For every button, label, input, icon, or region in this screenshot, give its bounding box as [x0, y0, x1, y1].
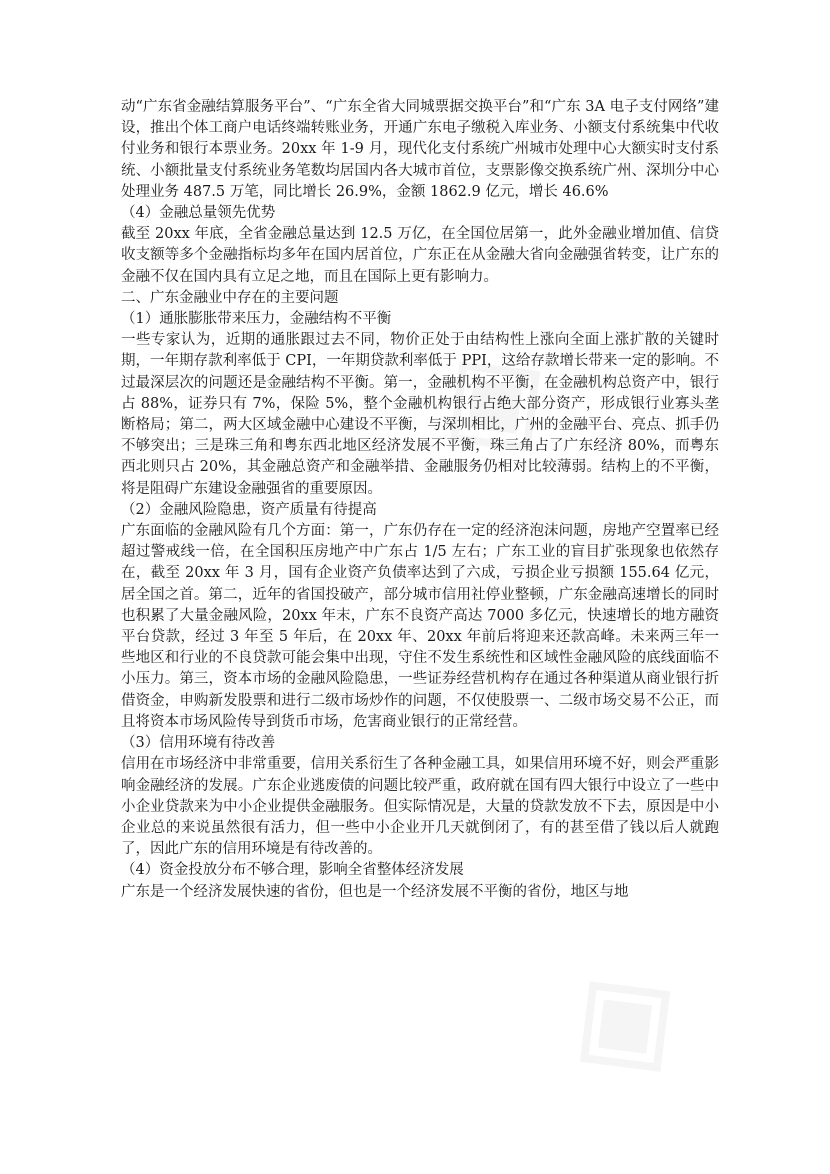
section-heading-financial-risk: （2）金融风险隐患，资产质量有待提高	[121, 501, 377, 518]
section-heading-inflation: （1）通胀膨胀带来压力，金融结构不平衡	[121, 311, 392, 328]
document-body	[121, 97, 719, 903]
section-heading-fund-distribution: （4）资金投放分布不够合理，影响全省整体经济发展	[121, 862, 464, 879]
paragraph-payment-systems: 动“广东省金融结算服务平台”、“广东全省大同城票据交换平台”和“广东 3A 电子支付网络”建设，推出个体工商户电话终端转账业务，开通广东电子缴税入库业务、小额支付系统集中代收付业务和银行本票业务。20xx 年 1-9 月，现代化支付系统广州城市处理中心大额实时支付系统、小额批量支付系统业务笔数均居国内各大城市首位，支票影像交换系统广州、深圳分中心处理业务 487.5 万笔，同比增长 26.9%，金额 1862.9 亿元，增长 46.6%	[121, 99, 719, 200]
paragraph-financial-risk: 广东面临的金融风险有几个方面：第一，广东仍存在一定的经济泡沫问题，房地产空置率已经超过警戒线一倍，在全国积压房地产中广东占 1/5 左右；广东工业的盲目扩张现象也依然存在，截至 20xx 年 3 月，国有企业资产负债率达到了六成，亏损企业亏损额 155.64 亿元，居全国之首。第二，近年的省国投破产，部分城市信用社停业整顿，广东金融高速增长的同时也积累了大量金融风险，20xx 年末，广东不良资产高达 7000 多亿元，快速增长的地方融资平台贷款，经过 3 年至 5 年后，在 20xx 年、20xx 年前后将迎来还款高峰。未来两三年一些地区和行业的不良贷款可能会集中出现，守住不发生系统性和区域性金融风险的底线面临不小压力。第三，资本市场的金融风险隐患，一些证券经营机构存在通过各种渠道从商业银行折借资金，申购新发股票和进行二级市场炒作的问题，不仅使股票一、二级市场交易不公正，而且将资本市场风险传导到货币市场，危害商业银行的正常经营。	[121, 523, 719, 730]
paragraph-inflation: 一些专家认为，近期的通胀跟过去不同，物价正处于由结构性上涨向全面上涨扩散的关键时期，一年期存款利率低于 CPI，一年期贷款利率低于 PPI，这给存款增长带来一定的影响。不过最深层次的问题还是金融结构不平衡。第一，金融机构不平衡，在金融机构总资产中，银行占 88%，证券只有 7%，保险 5%，整个金融机构银行占绝大部分资产，形成银行业寡头垄断格局；第二，两大区域金融中心建设不平衡，与深圳相比，广州的金融平台、亮点、抓手仍不够突出；三是珠三角和粤东西北地区经济发展不平衡，珠三角占了广东经济 80%，而粤东西北则只占 20%，其金融总资产和金融举措、金融服务仍相对比较薄弱。结构上的不平衡，将是阻碍广东建设金融强省的重要原因。	[121, 332, 719, 497]
paragraph-credit-environment: 信用在市场经济中非常重要，信用关系衍生了各种金融工具，如果信用环境不好，则会严重影响金融经济的发展。广东企业逃废债的问题比较严重，政府就在国有四大银行中设立了一些中小企业贷款来为中小企业提供金融服务。但实际情况是，大量的贷款发放不下去，原因是中小企业总的来说虽然很有活力，但一些中小企业开几天就倒闭了，有的甚至借了钱以后人就跑了，因此广东的信用环境是有待改善的。	[121, 756, 719, 858]
section-heading-credit-environment: （3）信用环境有待改善	[121, 735, 276, 752]
chapter-heading-main-problems: 二、广东金融业中存在的主要问题	[121, 289, 339, 306]
paragraph-fund-distribution: 广东是一个经济发展快速的省份，但也是一个经济发展不平衡的省份，地区与地	[121, 883, 629, 900]
section-heading-financial-total: （4）金融总量领先优势	[121, 205, 276, 222]
paragraph-financial-total: 截至 20xx 年底，全省金融总量达到 12.5 万亿，在全国位居第一，此外金融业增加值、信贷收支额等多个金融指标均多年在国内居首位，广东正在从金融大省向金融强省转变，让广东的金融不仅在国内具有立足之地，而且在国际上更有影响力。	[121, 226, 719, 285]
watermark-shape	[519, 913, 717, 1121]
